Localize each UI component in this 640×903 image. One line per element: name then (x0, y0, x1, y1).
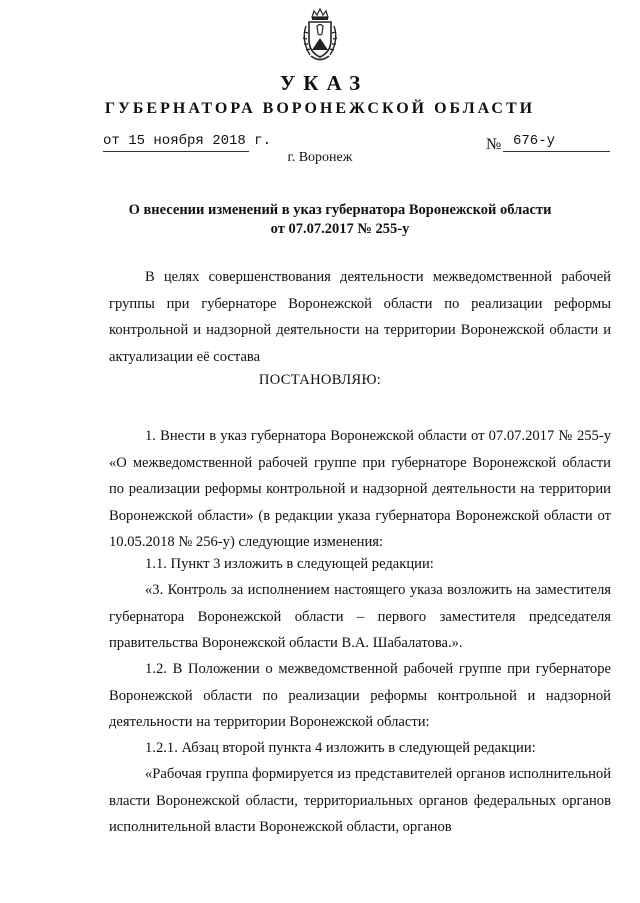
title-line-2: от 07.07.2017 № 255-у (270, 221, 410, 237)
document-number: 676-у (513, 133, 556, 149)
item-1-2-1-paragraph: 1.2.1. Абзац второй пункта 4 изложить в следующей редакции: (145, 740, 536, 756)
voronezh-coat-of-arms-icon (297, 8, 343, 64)
item-1-1-paragraph: 1.1. Пункт 3 изложить в следующей редакции: (145, 556, 434, 572)
city: г. Воронеж (287, 150, 353, 165)
item-1-paragraph: 1. Внести в указ губернатора Воронежской области от 07.07.2017 № 255-у «О межведомственной рабочей группе при губернаторе Воронежской области по реализации реформы контрольной и надзорной деятельности на территории Воронежской области» (в редакции указа губернатора Воронежской области от 10.05.2018 № 256-у) следующие изменения: (109, 428, 611, 551)
number-label: № (486, 136, 502, 153)
document-date: от 15 ноября 2018 г. (103, 133, 272, 149)
title-line-1: О внесении изменений в указ губернатора Воронежской области (128, 202, 552, 218)
document-issuer: ГУБЕРНАТОРА ВОРОНЕЖСКОЙ ОБЛАСТИ (104, 100, 536, 117)
item-1-1-quote-paragraph: «3. Контроль за исполнением настоящего указа возложить на заместителя губернатора Воронежской области – первого заместителя председателя правительства Воронежской области В.А. Шабалатова.». (109, 582, 611, 652)
item-1-2-paragraph: 1.2. В Положении о межведомственной рабочей группе при губернаторе Воронежской области по реализации реформы контрольной и надзорной деятельности на территории Воронежской области: (109, 661, 611, 731)
decree-word: ПОСТАНОВЛЯЮ: (258, 372, 382, 388)
item-1-2-1-quote-paragraph: «Рабочая группа формируется из представителей органов исполнительной власти Воронежской области, территориальных органов федеральных органов исполнительной власти Воронежской области, органов (109, 766, 611, 836)
document-title (80, 201, 600, 239)
document-type: УКАЗ (279, 71, 369, 95)
preamble-paragraph: В целях совершенствования деятельности межведомственной рабочей группы при губернаторе Воронежской области по реализации реформы контрольной и надзорной деятельности на территории Воронежской области и актуализации её состава (109, 269, 611, 365)
